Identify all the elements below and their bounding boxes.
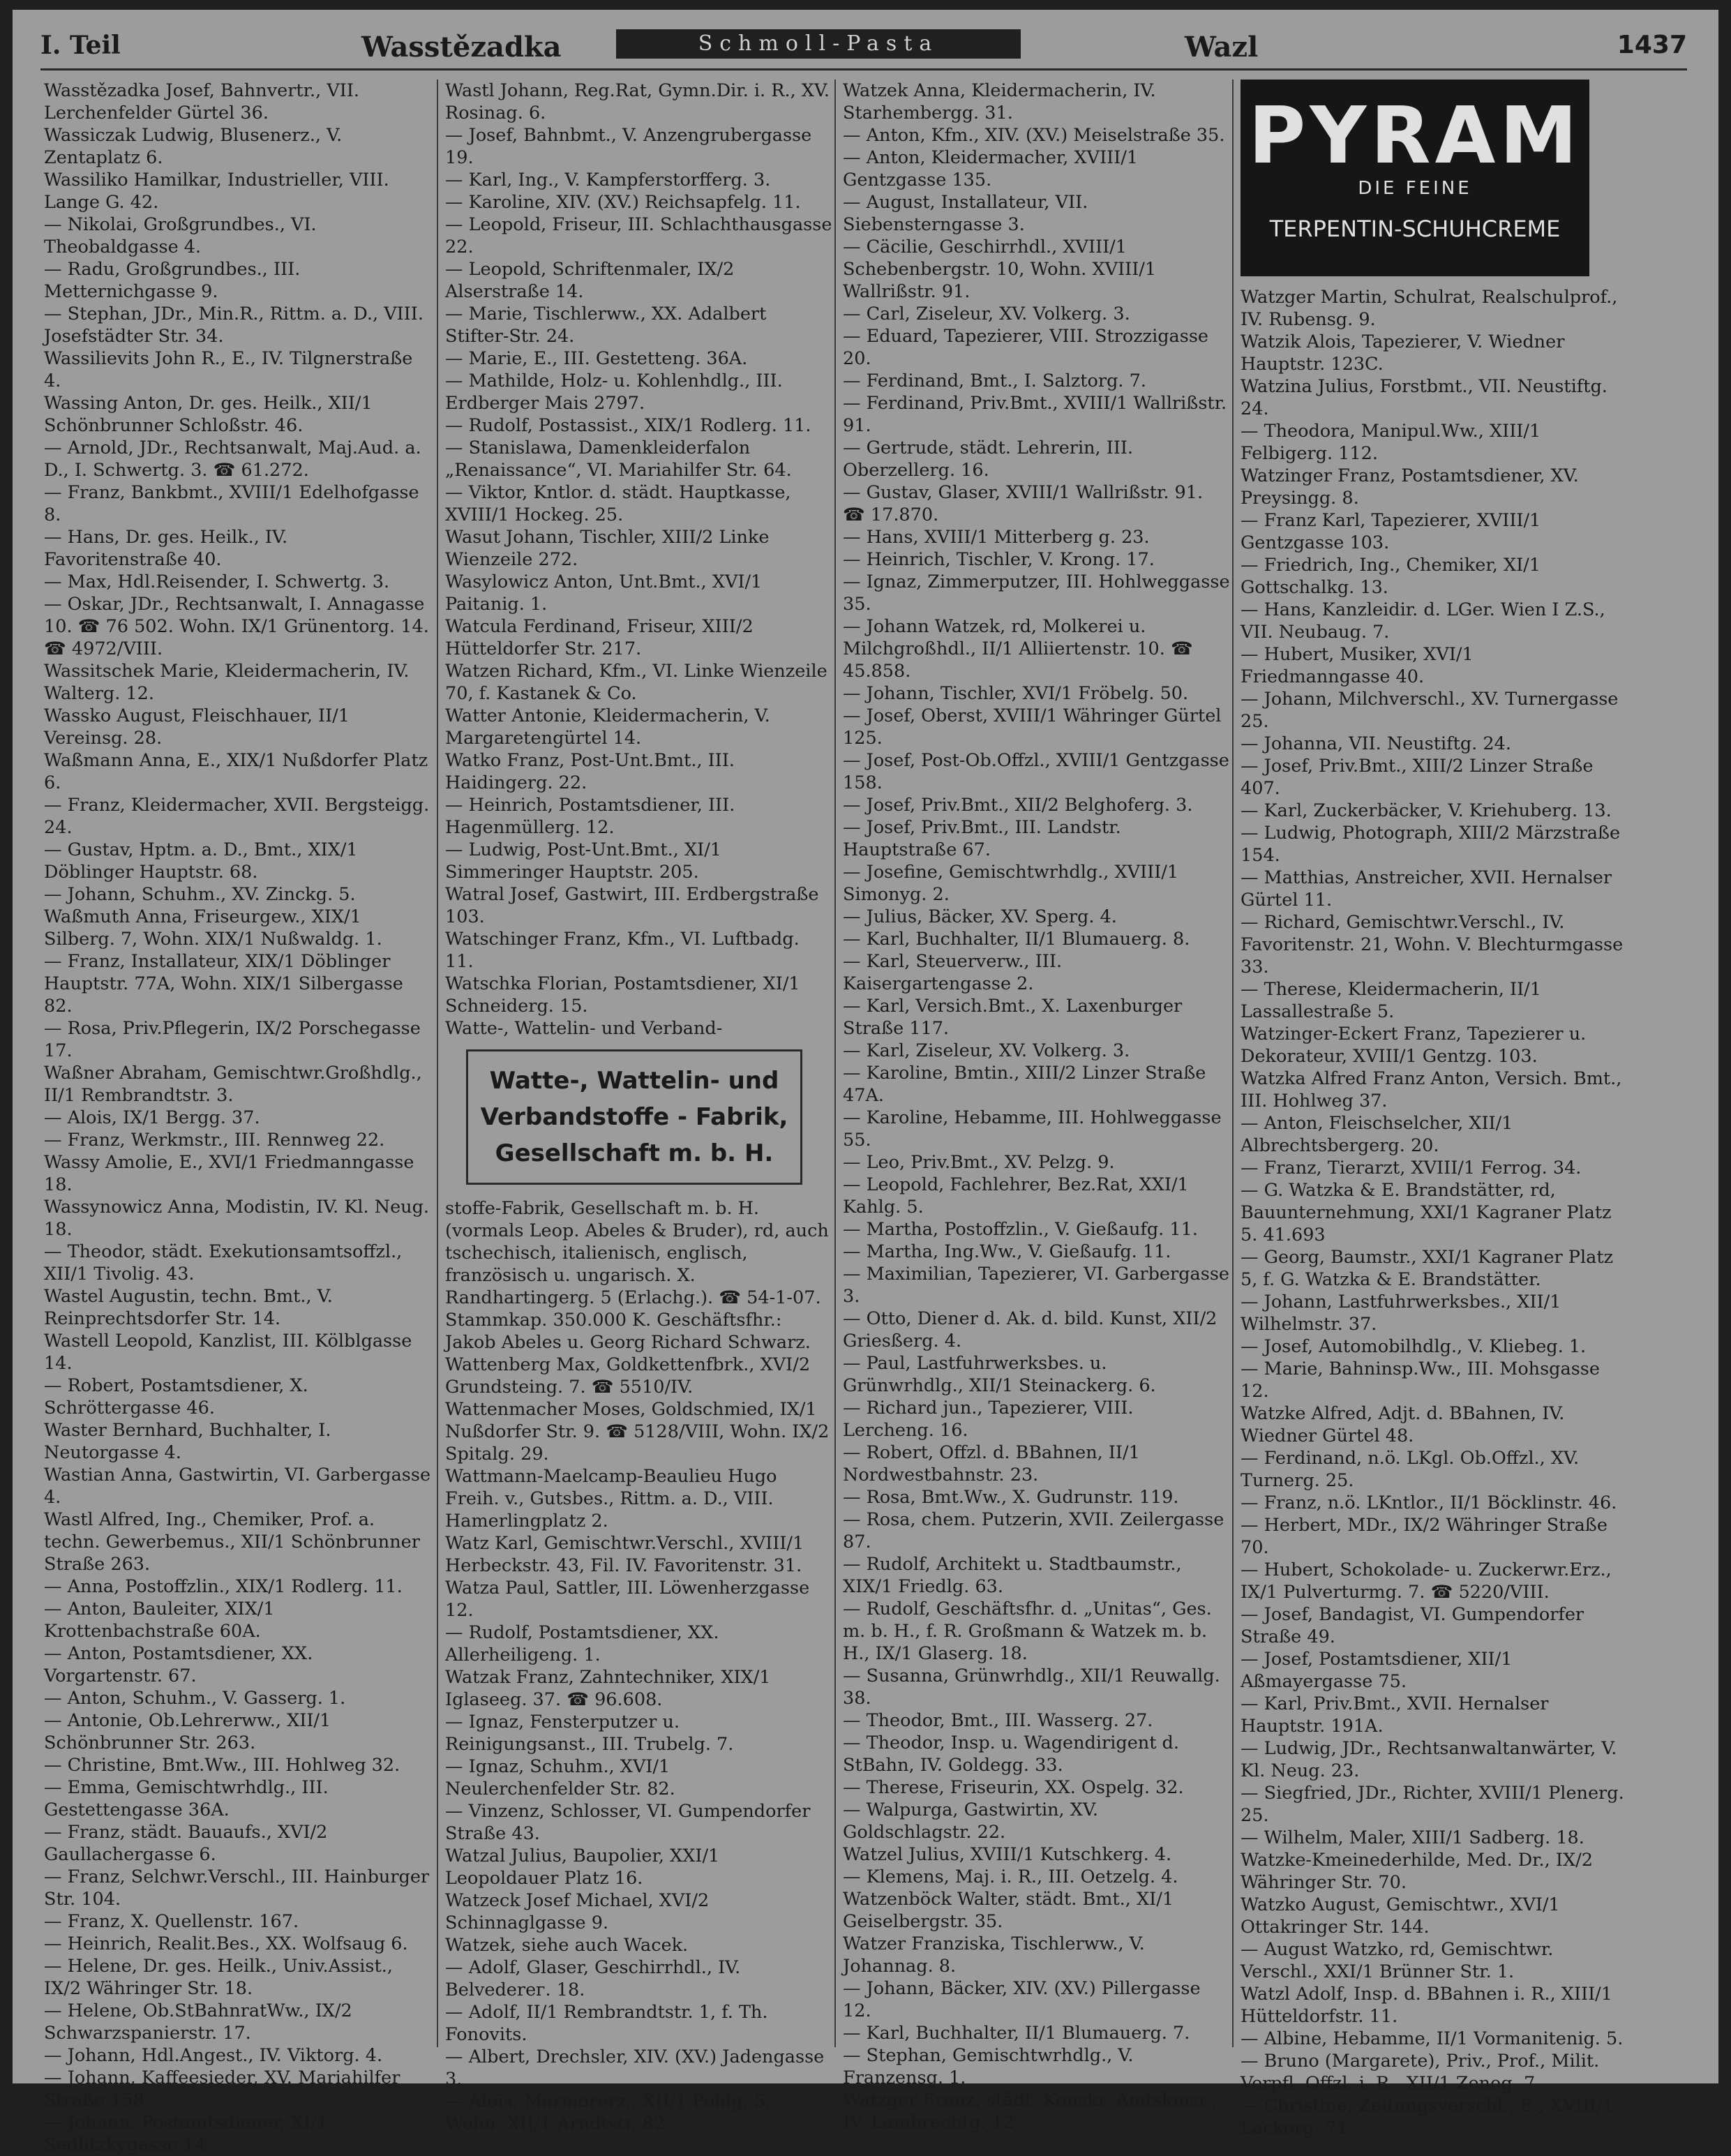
directory-entry: — Franz Karl, Tapezierer, XVIII/1 Gentzgasse 103. (1241, 510, 1541, 553)
directory-entry: Waßmuth Anna, Friseurgew., XIX/1 Silberg. 7, Wohn. XIX/1 Nußwaldg. 1. (44, 906, 382, 950)
directory-entry: — Richard, Gemischtwr.Verschl., IV. Favoritenstr. 21, Wohn. V. Blechturmgasse 33. (1241, 912, 1624, 978)
directory-entry: Waßmann Anna, E., XIX/1 Nußdorfer Platz 6. (44, 750, 428, 793)
directory-entry: — Gustav, Hptm. a. D., Bmt., XIX/1 Döblinger Hauptstr. 68. (44, 839, 358, 883)
directory-entry: — Christine, Bmt.Ww., III. Hohlweg 32. (44, 1755, 400, 1776)
directory-entry: Waster Bernhard, Buchhalter, I. Neutorgasse 4. (44, 1420, 331, 1463)
directory-entry: — Johann, Milchverschl., XV. Turnergasse 25. (1241, 689, 1619, 732)
directory-entry: — Heinrich, Postamtsdiener, III. Hagenmüllerg. 12. (445, 795, 735, 838)
watte-line-3: Gesellschaft m. b. H. (495, 1139, 774, 1167)
directory-entry: — Richard jun., Tapezierer, VIII. Lercheng. 16. (843, 1398, 1134, 1441)
directory-entry: — Karl, Priv.Bmt., XVII. Hernalser Hauptstr. 191A. (1241, 1693, 1549, 1737)
directory-entry: — Hans, Dr. ges. Heilk., IV. Favoritenstraße 40. (44, 527, 288, 570)
directory-entry: — Josef, Oberst, XVIII/1 Währinger Gürtel 125. (843, 705, 1222, 749)
directory-entry: — Cäcilie, Geschirrhdl., XVIII/1 Schebenbergstr. 10, Wohn. XVIII/1 Wallrißstr. 91. (843, 237, 1157, 302)
directory-entry: Watzer Franziska, Tischlerww., V. Johannag. 8. (843, 1933, 1145, 1977)
directory-entry: — Ferdinand, n.ö. LKgl. Ob.Offzl., XV. Turnerg. 25. (1241, 1448, 1580, 1491)
directory-entry: Wasstězadka Josef, Bahnvertr., VII. Lerchenfelder Gürtel 36. (44, 80, 360, 123)
directory-entry: Watzke Alfred, Adjt. d. BBahnen, IV. Wiedner Gürtel 48. (1241, 1403, 1565, 1446)
directory-entry: — Gertrude, städt. Lehrerin, III. Oberzellerg. 16. (843, 437, 1134, 481)
directory-entry: — Johann, Tischler, XVI/1 Fröbelg. 50. (843, 683, 1189, 704)
directory-entry: — Ludwig, Photograph, XIII/2 Märzstraße 154. (1241, 823, 1621, 866)
directory-entry: — Rosa, Priv.Pflegerin, IX/2 Porschegasse 17. (44, 1018, 421, 1061)
directory-entry: Watzenböck Walter, städt. Bmt., XI/1 Geiselbergstr. 35. (843, 1889, 1174, 1932)
directory-entry: Wasylowicz Anton, Unt.Bmt., XVI/1 Paitanig. 1. (445, 571, 763, 615)
directory-entry: — Nikolai, Großgrundbes., VI. Theobaldgasse 4. (44, 214, 317, 257)
directory-entry: — Julius, Bäcker, XV. Sperg. 4. (843, 906, 1117, 927)
directory-entry: — Therese, Kleidermacherin, II/1 Lassallestraße 5. (1241, 979, 1541, 1022)
directory-entry: — Heinrich, Realit.Bes., XX. Wolfsaug 6. (44, 1933, 408, 1954)
directory-entry: — Anton, Schuhm., V. Gasserg. 1. (44, 1688, 346, 1709)
directory-entry: — Martha, Ing.Ww., V. Gießaufg. 11. (843, 1241, 1171, 1262)
directory-entry: — Johann, Hdl.Angest., IV. Viktorg. 4. (44, 2045, 383, 2066)
directory-entry: Wassiliko Hamilkar, Industrieller, VIII. Lange G. 42. (44, 170, 389, 213)
directory-entry: — Oskar, JDr., Rechtsanwalt, I. Annagasse 10. ☎ 76 502. Wohn. IX/1 Grünentorg. 14. ☎ 4972/VIII. (44, 594, 429, 659)
directory-entry: — Max, Hdl.Reisender, I. Schwertg. 3. (44, 571, 390, 592)
directory-entry: — Karl, Steuerverw., III. Kaisergartengasse 2. (843, 951, 1063, 994)
directory-entry: Wassing Anton, Dr. ges. Heilk., XII/1 Schönbrunner Schloßstr. 46. (44, 393, 373, 436)
directory-entry: — Hubert, Musiker, XVI/1 Friedmanngasse 40. (1241, 644, 1474, 687)
directory-entry: — Alois, Marmorerz., XII/1 Pohlg. 5, Wohn. XII/1 Arndtstr. 82. (445, 2091, 772, 2134)
directory-entry: — Franz, Bankbmt., XVIII/1 Edelhofgasse 8. (44, 482, 419, 525)
directory-entry: — Johann, Postamtsdiener, XI/1 Sedlitzkygasse 14. (44, 2112, 329, 2155)
directory-entry: Watte-, Wattelin- und Verband- (445, 1018, 723, 1039)
directory-entry: — Ferdinand, Bmt., I. Salztorg. 7. (843, 370, 1146, 391)
pyram-brand: PYRAM (1248, 91, 1582, 181)
directory-entry: Wassilievits John R., E., IV. Tilgnerstraße 4. (44, 348, 413, 391)
column-divider (1232, 80, 1234, 2047)
directory-entry: — Karoline, XIV. (XV.) Reichsapfelg. 11. (445, 192, 801, 213)
directory-entry: Watz Karl, Gemischtwr.Verschl., XVIII/1 Herbeckstr. 43, Fil. IV. Favoritenstr. 31. (445, 1533, 804, 1576)
column-2 (445, 80, 832, 2135)
directory-entry: Wassiczak Ludwig, Blusenerz., V. Zentaplatz 6. (44, 125, 343, 168)
directory-entry: — Maximilian, Tapezierer, VI. Garbergasse 3. (843, 1264, 1230, 1307)
directory-entry: — G. Watzka & E. Brandstätter, rd, Bauunternehmung, XXI/1 Kagraner Platz 5. 41.693 (1241, 1180, 1612, 1245)
directory-entry: — Helene, Ob.StBahnratWw., IX/2 Schwarzspanierstr. 17. (44, 2000, 352, 2044)
directory-entry: — August, Installateur, VII. Siebensterngasse 3. (843, 192, 1088, 235)
directory-entry: — Hans, XVIII/1 Mitterberg g. 23. (843, 527, 1150, 548)
directory-entry: — Johann, Kaffeesieder, XV. Mariahilfer Straße 158. (44, 2067, 400, 2111)
directory-entry: — Arnold, JDr., Rechtsanwalt, Maj.Aud. a. D., I. Schwertg. 3. ☎ 61.272. (44, 437, 421, 481)
pyram-advert (1241, 80, 1589, 276)
directory-entry: Wassko August, Fleischhauer, II/1 Vereinsg. 28. (44, 705, 350, 749)
directory-entry: — Johann, Schuhm., XV. Zinckg. 5. (44, 884, 356, 905)
directory-entry: stoffe-Fabrik, Gesellschaft m. b. H. (vormals Leop. Abeles & Bruder), rd, auch tschechisch, italienisch, englisch, französisch u. ungarisch. X. Randhartingerg. 5 (Erlachg.). ☎ 54-1-07. Stammkap. 350.000 K. Geschäftsfhr.: Jakob Abeles u. Georg Richard Schwarz. (445, 1198, 829, 1353)
directory-entry: Wastl Alfred, Ing., Chemiker, Prof. a. techn. Gewerbemus., XII/1 Schönbrunner Straße 263. (44, 1509, 420, 1575)
directory-entry: — Christine, Zeitungsverschl., E., XVIII/1 Lackerg. 71. (1241, 2095, 1614, 2139)
directory-entry: — Rudolf, Architekt u. Stadtbaumstr., XIX/1 Friedlg. 63. (843, 1554, 1182, 1597)
directory-entry: Watzger Franz, städt. Konskr. Amtskmsr., IV. Lambrechtg. 12. (843, 2090, 1217, 2133)
directory-entry: — Herbert, MDr., IX/2 Währinger Straße 70. (1241, 1515, 1608, 1558)
watte-line-1: Watte-, Wattelin- und (489, 1067, 779, 1095)
directory-entry: — Marie, Tischlerww., XX. Adalbert Stifter-Str. 24. (445, 304, 767, 347)
directory-entry: Wastian Anna, Gastwirtin, VI. Garbergasse 4. (44, 1465, 431, 1508)
directory-entry: — Adolf, II/1 Rembrandtstr. 1, f. Th. Fonovits. (445, 2002, 768, 2045)
page-header (40, 27, 1687, 68)
directory-entry: — Franz, Selchwr.Verschl., III. Hainburger Str. 104. (44, 1866, 430, 1910)
directory-entry: — Albine, Hebamme, II/1 Vormanitenig. 5. (1241, 2028, 1624, 2049)
directory-entry: — Franz, Kleidermacher, XVII. Bergsteigg. 24. (44, 795, 430, 838)
directory-entry: — Theodor, Bmt., III. Wasserg. 27. (843, 1710, 1153, 1731)
directory-entry: — Theodor, Insp. u. Wagendirigent d. StBahn, IV. Goldegg. 33. (843, 1732, 1179, 1776)
directory-entry: — Hubert, Schokolade- u. Zuckerwr.Erz., IX/1 Pulverturmg. 7. ☎ 5220/VIII. (1241, 1559, 1612, 1603)
directory-entry: — Carl, Ziseleur, XV. Volkerg. 3. (843, 304, 1130, 324)
directory-entry: Watzel Julius, XVIII/1 Kutschkerg. 4. (843, 1844, 1172, 1865)
watte-line-2: Verbandstoffe - Fabrik, (480, 1103, 788, 1131)
last-name-guide: Wazl (1185, 31, 1259, 63)
directory-entry: — Ignaz, Schuhm., XVI/1 Neulerchenfelder Str. 82. (445, 1756, 675, 1799)
column-divider (834, 80, 836, 2047)
directory-entry: Watcula Ferdinand, Friseur, XIII/2 Hütteldorfer Str. 217. (445, 616, 754, 659)
directory-entry: — Rudolf, Postamtsdiener, XX. Allerheiligeng. 1. (445, 1622, 719, 1665)
advert-banner: Schmoll-Pasta (616, 29, 1021, 59)
directory-entry: — Heinrich, Tischler, V. Krong. 17. (843, 549, 1155, 570)
directory-entry: — Bruno (Margarete), Priv., Prof., Milit. Verpfl. Offzl. i. R., XII/1 Zenog. 7. (1241, 2051, 1600, 2094)
directory-entry: — Stephan, JDr., Min.R., Rittm. a. D., VIII. Josefstädter Str. 34. (44, 304, 424, 347)
directory-entry: — Theodor, städt. Exekutionsamtsoffzl., XII/1 Tivolig. 43. (44, 1241, 403, 1285)
directory-entry: — Alois, IX/1 Bergg. 37. (44, 1107, 260, 1128)
directory-entry: — Robert, Postamtsdiener, X. Schröttergasse 46. (44, 1375, 308, 1418)
directory-entry: — Karl, Buchhalter, II/1 Blumauerg. 7. (843, 2023, 1190, 2044)
directory-entry: — Franz, Installateur, XIX/1 Döblinger Hauptstr. 77A, Wohn. XIX/1 Silbergasse 82. (44, 951, 403, 1017)
page-number: 1437 (1617, 31, 1687, 59)
directory-entry: — Anton, Kfm., XIV. (XV.) Meiselstraße 35. (843, 125, 1225, 146)
directory-entry: — Leopold, Schriftenmaler, IX/2 Alserstraße 14. (445, 259, 735, 302)
directory-entry: — Josef, Bandagist, VI. Gumpendorfer Straße 49. (1241, 1604, 1584, 1647)
directory-entry: — Susanna, Grünwrhdlg., XII/1 Reuwallg. 38. (843, 1665, 1220, 1709)
directory-page (13, 10, 1718, 2155)
directory-entry: — Ludwig, JDr., Rechtsanwaltanwärter, V. Kl. Neug. 23. (1241, 1738, 1617, 1781)
directory-entry: — Anton, Fleischselcher, XII/1 Albrechtsbergerg. 20. (1241, 1113, 1513, 1156)
directory-entry: Watzek Anna, Kleidermacherin, IV. Starhembergg. 31. (843, 80, 1156, 123)
directory-entry: — Josef, Priv.Bmt., III. Landstr. Hauptstraße 67. (843, 817, 1121, 860)
directory-entry: Watzl Adolf, Insp. d. BBahnen i. R., XIII/1 Hütteldorfstr. 11. (1241, 1984, 1612, 2027)
directory-entry: — Ignaz, Zimmerputzer, III. Hohlweggasse 35. (843, 571, 1230, 615)
directory-entry: — Josef, Priv.Bmt., XII/2 Belghoferg. 3. (843, 795, 1193, 816)
directory-entry: — Josef, Post-Ob.Offzl., XVIII/1 Gentzgasse 158. (843, 750, 1229, 793)
part-label: I. Teil (40, 31, 121, 60)
directory-entry: Watzko August, Gemischtwr., XVI/1 Ottakringer Str. 144. (1241, 1894, 1560, 1938)
directory-entry: — Stanislawa, Damenkleiderfalon „Renaissance“, VI. Mariahilfer Str. 64. (445, 437, 792, 481)
directory-entry: Watzik Alois, Tapezierer, V. Wiedner Hauptstr. 123C. (1241, 331, 1565, 375)
pyram-tagline: TERPENTIN-SCHUHCREME (1269, 216, 1561, 242)
directory-entry: — Karoline, Bmtin., XIII/2 Linzer Straße 47A. (843, 1063, 1206, 1106)
directory-entry: — Josef, Priv.Bmt., XIII/2 Linzer Straße 407. (1241, 756, 1594, 799)
column-1 (44, 80, 431, 2156)
directory-entry: — Albert, Drechsler, XIV. (XV.) Jadengasse 3. (445, 2046, 825, 2090)
directory-entry: — Karl, Ing., V. Kampferstorfferg. 3. (445, 170, 771, 190)
directory-entry: — Anton, Postamtsdiener, XX. Vorgartenstr. 67. (44, 1643, 313, 1686)
directory-entry: — Rosa, Bmt.Ww., X. Gudrunstr. 119. (843, 1487, 1179, 1508)
directory-entry: Watzeck Josef Michael, XVI/2 Schinnaglgasse 9. (445, 1890, 710, 1933)
directory-entry: — Johann, Bäcker, XIV. (XV.) Pillergasse 12. (843, 1978, 1201, 2021)
directory-entry: Watzger Martin, Schulrat, Realschulprof., IV. Rubensg. 9. (1241, 287, 1618, 330)
directory-entry: Watzina Julius, Forstbmt., VII. Neustiftg. 24. (1241, 376, 1608, 419)
directory-entry: — Viktor, Kntlor. d. städt. Hauptkasse, XVIII/1 Hockeg. 25. (445, 482, 791, 525)
directory-entry: Wattenberg Max, Goldkettenfbrk., XVI/2 Grundsteing. 7. ☎ 5510/IV. (445, 1354, 811, 1398)
directory-entry: Watzka Alfred Franz Anton, Versich. Bmt., III. Hohlweg 37. (1241, 1068, 1622, 1111)
directory-entry: Watza Paul, Sattler, III. Löwenherzgasse 12. (445, 1578, 810, 1621)
directory-entry: Wastell Leopold, Kanzlist, III. Kölblgasse 14. (44, 1331, 412, 1374)
directory-entry: — Anna, Postoffzlin., XIX/1 Rodlerg. 11. (44, 1576, 403, 1597)
directory-entry: Wassitschek Marie, Kleidermacherin, IV. Walterg. 12. (44, 661, 410, 704)
header-rule (40, 68, 1687, 70)
directory-entry: — Anton, Kleidermacher, XVIII/1 Gentzgasse 135. (843, 147, 1139, 190)
directory-entry: — Gustav, Glaser, XVIII/1 Wallrißstr. 91. ☎ 17.870. (843, 482, 1204, 525)
directory-entry: — Ludwig, Post-Unt.Bmt., XI/1 Simmeringer Hauptstr. 205. (445, 839, 722, 883)
directory-entry: — Rosa, chem. Putzerin, XVII. Zeilergasse 87. (843, 1509, 1224, 1552)
directory-entry: — Franz, Werkmstr., III. Rennweg 22. (44, 1130, 385, 1151)
directory-entry: — Matthias, Anstreicher, XVII. Hernalser Gürtel 11. (1241, 867, 1612, 911)
column-3 (843, 80, 1230, 2134)
directory-entry: — Antonie, Ob.Lehrerww., XII/1 Schönbrunner Str. 263. (44, 1710, 331, 1753)
directory-entry: Wassy Amolie, E., XVI/1 Friedmanngasse 18. (44, 1152, 414, 1195)
directory-entry: — Helene, Dr. ges. Heilk., Univ.Assist., IX/2 Währinger Str. 18. (44, 1956, 393, 1999)
directory-entry: — Rudolf, Geschäftsfhr. d. „Unitas“, Ges. m. b. H., f. R. Großmann & Watzek m. b. H., IX/1 Glaserg. 18. (843, 1599, 1212, 1664)
directory-entry: — Josef, Bahnbmt., V. Anzengrubergasse 19. (445, 125, 812, 168)
directory-entry: Watzen Richard, Kfm., VI. Linke Wienzeile 70, f. Kastanek & Co. (445, 661, 827, 704)
directory-entry: — Walpurga, Gastwirtin, XV. Goldschlagstr. 22. (843, 1799, 1098, 1843)
directory-entry: — Johann, Lastfuhrwerksbes., XII/1 Wilhelmstr. 37. (1241, 1292, 1561, 1335)
directory-entry: — Johann Watzek, rd, Molkerei u. Milchgroßhdl., II/1 Alliiertenstr. 10. ☎ 45.858. (843, 616, 1193, 682)
directory-entry: — Franz, Tierarzt, XVIII/1 Ferrog. 34. (1241, 1158, 1582, 1178)
directory-entry: Wattmann-Maelcamp-Beaulieu Hugo Freih. v., Gutsbes., Rittm. a. D., VIII. Hamerlingplatz 2. (445, 1466, 777, 1532)
directory-entry: Watko Franz, Post-Unt.Bmt., III. Haidingerg. 22. (445, 750, 735, 793)
directory-entry: Watzinger-Eckert Franz, Tapezierer u. Dekorateur, XVIII/1 Gentzg. 103. (1241, 1024, 1587, 1067)
column-4 (1241, 80, 1628, 2139)
directory-entry: — Otto, Diener d. Ak. d. bild. Kunst, XII/2 Griesßerg. 4. (843, 1308, 1217, 1352)
directory-entry: Watzak Franz, Zahntechniker, XIX/1 Iglaseeg. 37. ☎ 96.608. (445, 1667, 771, 1710)
directory-entry: Wastel Augustin, techn. Bmt., V. Reinprechtsdorfer Str. 14. (44, 1286, 333, 1329)
directory-entry: — Karl, Versich.Bmt., X. Laxenburger Straße 117. (843, 996, 1183, 1039)
directory-entry: — Stephan, Gemischtwrhdlg., V. Franzensg. 1. (843, 2045, 1134, 2088)
directory-entry: Wasut Johann, Tischler, XIII/2 Linke Wienzeile 272. (445, 527, 770, 570)
directory-entry: — Therese, Friseurin, XX. Ospelg. 32. (843, 1777, 1184, 1798)
directory-entry: — Martha, Postoffzlin., V. Gießaufg. 11. (843, 1219, 1198, 1240)
directory-entry: — Leopold, Friseur, III. Schlachthausgasse 22. (445, 214, 832, 257)
directory-entry: — Franz, städt. Bauaufs., XVI/2 Gaullachergasse 6. (44, 1822, 328, 1865)
directory-entry: — Vinzenz, Schlosser, VI. Gumpendorfer Straße 43. (445, 1801, 811, 1844)
directory-entry: — Josefine, Gemischtwrhdlg., XVIII/1 Simonyg. 2. (843, 862, 1179, 905)
directory-entry: — Josef, Automobilhdlg., V. Kliebeg. 1. (1241, 1336, 1587, 1357)
directory-entry: Watschka Florian, Postamtsdiener, XI/1 Schneiderg. 15. (445, 973, 800, 1017)
directory-entry: — Leo, Priv.Bmt., XV. Pelzg. 9. (843, 1152, 1115, 1173)
directory-entry: Wastl Johann, Reg.Rat, Gymn.Dir. i. R., XV. Rosinag. 6. (445, 80, 830, 123)
directory-entry: — Klemens, Maj. i. R., III. Oetzelg. 4. (843, 1866, 1178, 1887)
directory-entry: — August Watzko, rd, Gemischtwr. Verschl., XXI/1 Brünner Str. 1. (1241, 1939, 1554, 1982)
directory-entry: Wassynowicz Anna, Modistin, IV. Kl. Neug. 18. (44, 1197, 430, 1240)
column-divider (437, 80, 438, 2047)
directory-entry: — Marie, E., III. Gestetteng. 36A. (445, 348, 748, 369)
directory-entry: — Emma, Gemischtwrhdlg., III. Gestettengasse 36A. (44, 1777, 329, 1820)
directory-entry: — Ignaz, Fensterputzer u. Reinigungsanst., III. Trubelg. 7. (445, 1712, 734, 1755)
directory-entry: — Marie, Bahninsp.Ww., III. Mohsgasse 12. (1241, 1358, 1600, 1402)
directory-entry: — Johanna, VII. Neustiftg. 24. (1241, 733, 1511, 754)
directory-entry: Watzal Julius, Baupolier, XXI/1 Leopoldauer Platz 16. (445, 1846, 720, 1889)
directory-entry: — Leopold, Fachlehrer, Bez.Rat, XXI/1 Kahlg. 5. (843, 1174, 1189, 1218)
directory-entry: — Josef, Postamtsdiener, XII/1 Aßmayergasse 75. (1241, 1649, 1513, 1692)
directory-entry: — Mathilde, Holz- u. Kohlenhdlg., III. Erdberger Mais 2797. (445, 370, 783, 414)
directory-entry: — Rudolf, Postassist., XIX/1 Rodlerg. 11. (445, 415, 811, 436)
directory-entry: Watter Antonie, Kleidermacherin, V. Margaretengürtel 14. (445, 705, 770, 749)
first-name-guide: Wasstězadka (361, 31, 562, 63)
directory-entry: — Radu, Großgrundbes., III. Metternichgasse 9. (44, 259, 301, 302)
directory-entry: — Karl, Buchhalter, II/1 Blumauerg. 8. (843, 929, 1190, 950)
directory-entry: — Anton, Bauleiter, XIX/1 Krottenbachstraße 60A. (44, 1599, 275, 1642)
directory-entry: — Eduard, Tapezierer, VIII. Strozzigasse 20. (843, 326, 1209, 369)
directory-entry: — Ferdinand, Priv.Bmt., XVIII/1 Wallrißstr. 91. (843, 393, 1227, 436)
watte-advert (466, 1049, 802, 1185)
directory-entry: Waßner Abraham, Gemischtwr.Großhdlg., II/1 Rembrandtstr. 3. (44, 1063, 422, 1106)
directory-entry: — Karl, Zuckerbäcker, V. Kriehuberg. 13. (1241, 800, 1612, 821)
directory-entry: — Paul, Lastfuhrwerksbes. u. Grünwrhdlg., XII/1 Steinackerg. 6. (843, 1353, 1156, 1396)
directory-entry: — Franz, n.ö. LKntlor., II/1 Böcklinstr. 46. (1241, 1492, 1617, 1513)
directory-entry: — Adolf, Glaser, Geschirrhdl., IV. Belvederег. 18. (445, 1957, 741, 2000)
directory-entry: — Hans, Kanzleidir. d. LGer. Wien I Z.S., VII. Neubaug. 7. (1241, 599, 1605, 643)
directory-entry: — Karoline, Hebamme, III. Hohlweggasse 55. (843, 1107, 1222, 1151)
directory-entry: Watschinger Franz, Kfm., VI. Luftbadg. 11. (445, 929, 800, 972)
directory-entry: — Robert, Offzl. d. BBahnen, II/1 Nordwestbahnstr. 23. (843, 1442, 1140, 1485)
directory-entry: — Wilhelm, Maler, XIII/1 Sadberg. 18. (1241, 1827, 1584, 1848)
directory-entry: Watral Josef, Gastwirt, III. Erdbergstraße 103. (445, 884, 819, 927)
directory-entry: — Georg, Baumstr., XXI/1 Kagraner Platz 5, f. G. Watzka & E. Brandstätter. (1241, 1247, 1614, 1290)
directory-entry: — Theodora, Manipul.Ww., XIII/1 Felbigerg. 112. (1241, 421, 1541, 464)
directory-entry: Watzinger Franz, Postamtsdiener, XV. Preysingg. 8. (1241, 465, 1579, 509)
directory-entry: — Franz, X. Quellenstr. 167. (44, 1911, 299, 1932)
directory-entry: — Karl, Ziseleur, XV. Volkerg. 3. (843, 1040, 1130, 1061)
directory-entry: — Siegfried, JDr., Richter, XVIII/1 Plenerg. 25. (1241, 1783, 1624, 1826)
directory-entry: Wattenmacher Moses, Goldschmied, IX/1 Nußdorfer Str. 9. ☎ 5128/VIII, Wohn. IX/2 Spitalg. 29. (445, 1399, 830, 1465)
directory-entry: Watzek, siehe auch Wacek. (445, 1935, 689, 1956)
directory-entry: Watzke-Kmeinederhilde, Med. Dr., IX/2 Währinger Str. 70. (1241, 1850, 1593, 1893)
directory-entry: — Friedrich, Ing., Chemiker, XI/1 Gottschalkg. 13. (1241, 555, 1541, 598)
pyram-subtitle: DIE FEINE (1358, 178, 1472, 199)
